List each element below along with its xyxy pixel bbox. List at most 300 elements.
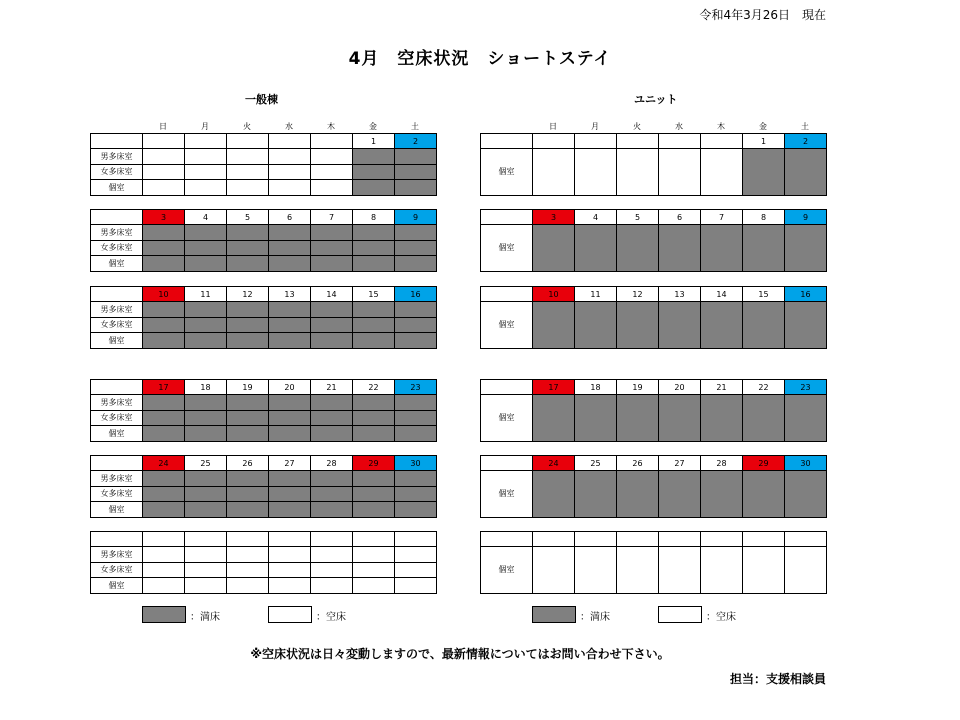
bed-cell-full — [185, 225, 227, 241]
week-table — [480, 379, 827, 442]
date-cell — [701, 134, 743, 149]
bed-cell-full — [311, 302, 353, 318]
bed-cell-full — [143, 502, 185, 518]
date-cell: 23 — [785, 380, 827, 395]
bed-cell-full — [227, 471, 269, 487]
room-type-label: 女多床室 — [91, 317, 143, 333]
date-row-label — [91, 456, 143, 471]
bed-cell-full — [185, 333, 227, 349]
bed-cell-full — [143, 486, 185, 502]
bed-cell-empty — [143, 149, 185, 165]
date-cell: 8 — [743, 210, 785, 225]
bed-cell-full — [269, 486, 311, 502]
date-cell: 30 — [785, 456, 827, 471]
bed-cell-full — [227, 225, 269, 241]
bed-cell-full — [269, 502, 311, 518]
date-cell: 6 — [659, 210, 701, 225]
bed-cell-full — [575, 395, 617, 442]
bed-cell-full — [185, 240, 227, 256]
bed-cell-full — [185, 410, 227, 426]
bed-cell-full — [395, 395, 437, 411]
date-cell: 10 — [533, 287, 575, 302]
bed-cell-full — [269, 410, 311, 426]
date-cell: 24 — [143, 456, 185, 471]
bed-cell-empty — [269, 562, 311, 578]
date-cell: 4 — [185, 210, 227, 225]
bed-cell-full — [311, 240, 353, 256]
bed-cell-full — [311, 502, 353, 518]
bed-cell-empty — [659, 149, 701, 196]
bed-cell-full — [311, 333, 353, 349]
bed-cell-full — [743, 149, 785, 196]
bed-cell-empty — [185, 149, 227, 165]
date-row-label — [91, 287, 143, 302]
week-block — [90, 209, 437, 272]
date-cell: 27 — [659, 456, 701, 471]
week-table — [90, 286, 437, 349]
bed-cell-full — [533, 471, 575, 518]
date-cell: 11 — [185, 287, 227, 302]
weekday-label: 木 — [717, 122, 725, 131]
week-block — [90, 531, 437, 594]
bed-cell-full — [617, 395, 659, 442]
bed-cell-full — [269, 240, 311, 256]
date-cell: 14 — [311, 287, 353, 302]
bed-cell-empty — [785, 547, 827, 594]
date-row-label — [481, 532, 533, 547]
room-type-label: 個室 — [91, 333, 143, 349]
bed-cell-empty — [617, 547, 659, 594]
room-type-label: 個室 — [481, 471, 533, 518]
week-table — [90, 379, 437, 442]
date-cell: 4 — [575, 210, 617, 225]
week-block — [90, 455, 437, 518]
date-row-label — [91, 380, 143, 395]
room-type-label: 個室 — [481, 547, 533, 594]
date-cell: 12 — [227, 287, 269, 302]
legend-full-label: ：満床 — [580, 612, 610, 623]
date-cell — [575, 134, 617, 149]
bed-cell-full — [701, 302, 743, 349]
date-cell — [269, 134, 311, 149]
bed-cell-empty — [353, 578, 395, 594]
bed-cell-full — [395, 471, 437, 487]
legend-full-swatch — [532, 606, 576, 623]
bed-cell-full — [785, 471, 827, 518]
date-cell: 20 — [269, 380, 311, 395]
bed-cell-full — [743, 395, 785, 442]
date-cell — [659, 532, 701, 547]
bed-cell-empty — [227, 164, 269, 180]
bed-cell-full — [743, 302, 785, 349]
date-cell: 24 — [533, 456, 575, 471]
bed-cell-empty — [659, 547, 701, 594]
bed-cell-full — [533, 302, 575, 349]
legend-full-swatch — [142, 606, 186, 623]
bed-cell-full — [143, 225, 185, 241]
bed-cell-full — [227, 426, 269, 442]
bed-cell-full — [353, 164, 395, 180]
bed-cell-empty — [311, 547, 353, 563]
bed-cell-full — [533, 395, 575, 442]
date-cell: 1 — [743, 134, 785, 149]
bed-cell-full — [353, 256, 395, 272]
bed-cell-full — [353, 410, 395, 426]
bed-cell-full — [395, 225, 437, 241]
bed-cell-full — [353, 302, 395, 318]
date-cell — [533, 134, 575, 149]
date-cell: 10 — [143, 287, 185, 302]
date-cell: 22 — [743, 380, 785, 395]
date-cell: 26 — [617, 456, 659, 471]
room-type-label: 個室 — [481, 225, 533, 272]
bed-cell-full — [227, 256, 269, 272]
date-cell: 30 — [395, 456, 437, 471]
bed-cell-full — [617, 471, 659, 518]
bed-cell-full — [185, 317, 227, 333]
date-cell: 2 — [395, 134, 437, 149]
bed-cell-empty — [701, 547, 743, 594]
date-cell: 7 — [311, 210, 353, 225]
bed-cell-full — [227, 333, 269, 349]
bed-cell-full — [143, 410, 185, 426]
date-cell: 9 — [785, 210, 827, 225]
date-cell — [617, 532, 659, 547]
date-cell: 15 — [743, 287, 785, 302]
bed-cell-full — [395, 180, 437, 196]
date-cell — [185, 532, 227, 547]
bed-cell-empty — [353, 562, 395, 578]
contact-text: 担当：支援相談員 — [729, 672, 826, 686]
page-title: 4月 空床状況 ショートステイ — [348, 49, 612, 69]
bed-cell-full — [353, 395, 395, 411]
bed-cell-full — [395, 486, 437, 502]
bed-cell-full — [575, 471, 617, 518]
weekday-label: 金 — [759, 122, 767, 131]
date-cell — [227, 134, 269, 149]
date-row-label — [481, 380, 533, 395]
bed-cell-full — [743, 471, 785, 518]
bed-cell-empty — [185, 562, 227, 578]
bed-cell-empty — [227, 149, 269, 165]
date-cell: 25 — [575, 456, 617, 471]
bed-cell-empty — [395, 578, 437, 594]
bed-cell-full — [269, 256, 311, 272]
bed-cell-full — [227, 486, 269, 502]
week-block — [480, 286, 827, 349]
room-type-label: 女多床室 — [91, 240, 143, 256]
room-type-label: 個室 — [91, 180, 143, 196]
date-cell: 16 — [785, 287, 827, 302]
bed-cell-full — [395, 240, 437, 256]
bed-cell-full — [395, 502, 437, 518]
date-cell: 5 — [617, 210, 659, 225]
bed-cell-full — [395, 256, 437, 272]
week-block — [480, 209, 827, 272]
bed-cell-full — [143, 333, 185, 349]
bed-cell-empty — [533, 149, 575, 196]
date-cell: 2 — [785, 134, 827, 149]
bed-cell-full — [269, 333, 311, 349]
bed-cell-full — [185, 471, 227, 487]
bed-cell-full — [353, 225, 395, 241]
week-block — [480, 133, 827, 196]
bed-cell-empty — [143, 562, 185, 578]
bed-cell-empty — [185, 547, 227, 563]
bed-cell-full — [269, 317, 311, 333]
bed-cell-full — [311, 486, 353, 502]
room-type-label: 個室 — [481, 302, 533, 349]
weekday-label: 日 — [159, 122, 167, 131]
bed-cell-empty — [311, 578, 353, 594]
room-type-label: 男多床室 — [91, 302, 143, 318]
bed-cell-full — [701, 471, 743, 518]
room-type-label: 個室 — [91, 578, 143, 594]
date-cell — [617, 134, 659, 149]
legend-empty-label: ：空床 — [316, 612, 346, 623]
bed-cell-full — [353, 471, 395, 487]
bed-cell-full — [227, 410, 269, 426]
room-type-label: 男多床室 — [91, 149, 143, 165]
bed-cell-empty — [533, 547, 575, 594]
date-cell: 16 — [395, 287, 437, 302]
bed-cell-full — [311, 395, 353, 411]
weekday-label: 火 — [633, 122, 641, 131]
bed-cell-full — [143, 395, 185, 411]
bed-cell-empty — [701, 149, 743, 196]
bed-cell-full — [311, 225, 353, 241]
bed-cell-full — [785, 225, 827, 272]
date-cell — [743, 532, 785, 547]
bed-cell-empty — [311, 149, 353, 165]
date-cell — [311, 134, 353, 149]
date-cell — [143, 532, 185, 547]
bed-cell-full — [575, 302, 617, 349]
bed-cell-full — [395, 317, 437, 333]
room-type-label: 男多床室 — [91, 225, 143, 241]
bed-cell-empty — [269, 164, 311, 180]
bed-cell-empty — [311, 164, 353, 180]
bed-cell-full — [269, 471, 311, 487]
bed-cell-empty — [269, 547, 311, 563]
date-cell: 28 — [701, 456, 743, 471]
date-cell: 1 — [353, 134, 395, 149]
date-cell: 22 — [353, 380, 395, 395]
week-block — [480, 379, 827, 442]
legend-empty-swatch — [658, 606, 702, 623]
date-cell: 23 — [395, 380, 437, 395]
date-row-label — [91, 210, 143, 225]
bed-cell-full — [269, 225, 311, 241]
date-cell: 9 — [395, 210, 437, 225]
date-cell: 19 — [227, 380, 269, 395]
bed-cell-full — [311, 410, 353, 426]
bed-cell-full — [143, 317, 185, 333]
bed-cell-full — [185, 502, 227, 518]
bed-cell-full — [617, 225, 659, 272]
room-type-label: 男多床室 — [91, 471, 143, 487]
bed-cell-empty — [269, 180, 311, 196]
bed-cell-full — [395, 164, 437, 180]
bed-cell-full — [227, 240, 269, 256]
bed-cell-empty — [353, 547, 395, 563]
room-type-label: 個室 — [481, 395, 533, 442]
weekday-label: 水 — [675, 122, 683, 131]
date-cell — [701, 532, 743, 547]
bed-cell-full — [353, 502, 395, 518]
week-table — [480, 133, 827, 196]
bed-cell-full — [143, 426, 185, 442]
bed-cell-full — [227, 395, 269, 411]
week-table — [90, 455, 437, 518]
bed-cell-full — [353, 180, 395, 196]
date-cell: 21 — [311, 380, 353, 395]
bed-cell-full — [143, 240, 185, 256]
bed-cell-full — [353, 149, 395, 165]
bed-cell-full — [701, 225, 743, 272]
date-row-label — [481, 210, 533, 225]
room-type-label: 個室 — [91, 256, 143, 272]
date-cell: 18 — [185, 380, 227, 395]
bed-cell-full — [311, 471, 353, 487]
week-block — [90, 133, 437, 196]
weekday-label: 土 — [411, 122, 419, 131]
weekday-label: 火 — [243, 122, 251, 131]
bed-cell-full — [185, 256, 227, 272]
week-table — [480, 286, 827, 349]
date-cell: 14 — [701, 287, 743, 302]
bed-cell-empty — [743, 547, 785, 594]
bed-cell-empty — [395, 562, 437, 578]
bed-cell-full — [659, 471, 701, 518]
bed-cell-empty — [227, 180, 269, 196]
date-stamp: 令和4年3月26日 現在 — [699, 8, 826, 22]
bed-cell-full — [353, 486, 395, 502]
date-cell — [185, 134, 227, 149]
week-block — [90, 286, 437, 349]
bed-cell-full — [185, 302, 227, 318]
bed-cell-full — [143, 471, 185, 487]
room-type-label: 女多床室 — [91, 164, 143, 180]
bed-cell-full — [395, 426, 437, 442]
notice-text: ※空床状況は日々変動しますので、最新情報についてはお問い合わせ下さい。 — [250, 647, 670, 661]
bed-cell-empty — [311, 562, 353, 578]
bed-cell-full — [395, 333, 437, 349]
bed-cell-empty — [617, 149, 659, 196]
bed-cell-full — [269, 426, 311, 442]
bed-cell-full — [785, 149, 827, 196]
date-cell — [227, 532, 269, 547]
date-cell: 3 — [143, 210, 185, 225]
weekday-label: 木 — [327, 122, 335, 131]
legend-empty-swatch — [268, 606, 312, 623]
room-type-label: 個室 — [91, 502, 143, 518]
section-title-general: 一般棟 — [245, 93, 278, 106]
bed-cell-full — [185, 486, 227, 502]
date-cell: 29 — [353, 456, 395, 471]
date-cell: 8 — [353, 210, 395, 225]
bed-cell-full — [659, 225, 701, 272]
bed-cell-empty — [269, 578, 311, 594]
week-table — [90, 133, 437, 196]
bed-cell-full — [659, 395, 701, 442]
date-cell: 7 — [701, 210, 743, 225]
room-type-label: 個室 — [481, 149, 533, 196]
weekday-label: 水 — [285, 122, 293, 131]
date-cell: 11 — [575, 287, 617, 302]
date-cell: 6 — [269, 210, 311, 225]
date-cell: 15 — [353, 287, 395, 302]
date-cell: 20 — [659, 380, 701, 395]
date-row-label — [91, 532, 143, 547]
bed-cell-full — [659, 302, 701, 349]
date-row-label — [481, 287, 533, 302]
bed-cell-full — [311, 317, 353, 333]
bed-cell-full — [143, 302, 185, 318]
date-cell — [311, 532, 353, 547]
bed-cell-empty — [575, 547, 617, 594]
bed-cell-full — [227, 502, 269, 518]
bed-cell-full — [353, 333, 395, 349]
date-cell: 13 — [659, 287, 701, 302]
date-cell: 25 — [185, 456, 227, 471]
bed-cell-empty — [143, 180, 185, 196]
room-type-label: 女多床室 — [91, 486, 143, 502]
bed-cell-empty — [227, 578, 269, 594]
room-type-label: 女多床室 — [91, 562, 143, 578]
bed-cell-full — [311, 256, 353, 272]
bed-cell-full — [269, 302, 311, 318]
date-cell: 21 — [701, 380, 743, 395]
room-type-label: 男多床室 — [91, 395, 143, 411]
date-cell: 18 — [575, 380, 617, 395]
bed-cell-full — [785, 395, 827, 442]
bed-cell-empty — [227, 562, 269, 578]
bed-cell-empty — [143, 578, 185, 594]
date-cell — [659, 134, 701, 149]
date-cell — [353, 532, 395, 547]
bed-cell-full — [353, 317, 395, 333]
bed-cell-empty — [227, 547, 269, 563]
bed-cell-full — [395, 302, 437, 318]
bed-cell-full — [353, 426, 395, 442]
bed-cell-empty — [575, 149, 617, 196]
bed-cell-full — [533, 225, 575, 272]
bed-cell-empty — [311, 180, 353, 196]
bed-cell-full — [311, 426, 353, 442]
date-cell: 26 — [227, 456, 269, 471]
room-type-label: 個室 — [91, 426, 143, 442]
bed-cell-empty — [185, 164, 227, 180]
bed-cell-full — [185, 426, 227, 442]
bed-cell-full — [743, 225, 785, 272]
bed-cell-empty — [143, 547, 185, 563]
legend-full-label: ：満床 — [190, 612, 220, 623]
date-cell: 3 — [533, 210, 575, 225]
week-table — [90, 531, 437, 594]
bed-cell-full — [575, 225, 617, 272]
date-cell: 17 — [143, 380, 185, 395]
bed-cell-empty — [143, 164, 185, 180]
date-cell — [785, 532, 827, 547]
date-cell — [269, 532, 311, 547]
bed-cell-full — [185, 395, 227, 411]
date-cell: 12 — [617, 287, 659, 302]
date-cell: 17 — [533, 380, 575, 395]
week-block — [90, 379, 437, 442]
bed-cell-full — [353, 240, 395, 256]
bed-cell-full — [227, 302, 269, 318]
